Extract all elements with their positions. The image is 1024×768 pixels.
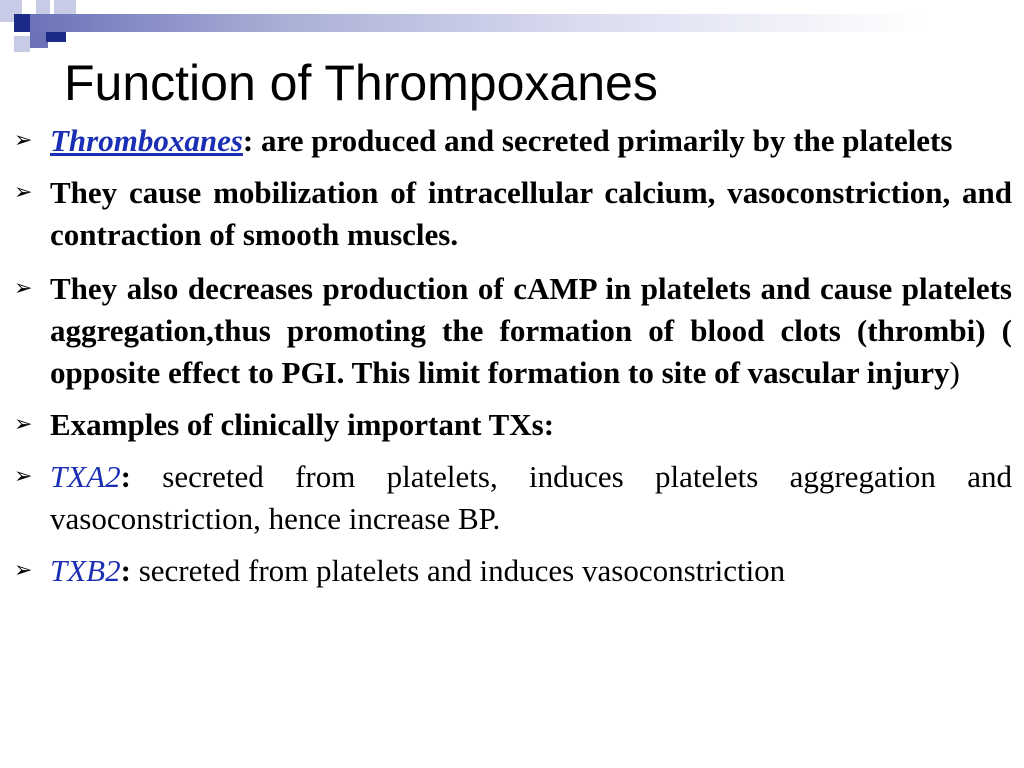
- deco-square-7: [14, 36, 30, 52]
- bullet-text: secreted from platelets, induces platelets aggregation and vasoconstriction, hence increase BP.: [50, 459, 1012, 536]
- arrow-bullet-icon: ➢: [14, 180, 33, 205]
- deco-square-3: [36, 0, 50, 14]
- arrow-bullet-icon: ➢: [14, 558, 33, 583]
- bullet-text: They cause mobilization of intracellular calcium, vasoconstriction, and contraction of smooth muscles.: [50, 175, 1012, 252]
- closing-paren: ): [949, 355, 960, 390]
- term-colon: :: [120, 459, 131, 494]
- slide-title: Function of Thrompoxanes: [64, 55, 658, 111]
- bullet-item-4: [14, 404, 1012, 446]
- thromboxanes-link[interactable]: Thromboxanes: [50, 123, 243, 158]
- bullet-list: [14, 120, 1012, 592]
- arrow-bullet-icon: ➢: [14, 412, 33, 437]
- bullet-item-3: [14, 268, 1012, 394]
- bullet-item-6: [14, 550, 1012, 592]
- bullet-text: secreted from platelets and induces vasoconstriction: [130, 553, 786, 588]
- txa2-term: TXA2: [50, 459, 121, 494]
- bullet-item-5: [14, 456, 1012, 540]
- arrow-bullet-icon: ➢: [14, 276, 33, 301]
- arrow-bullet-icon: ➢: [14, 464, 33, 489]
- arrow-bullet-icon: ➢: [14, 128, 33, 153]
- bullet-text: Examples of clinically important TXs:: [50, 407, 555, 442]
- bullet-text: are produced and secreted primarily by the platelets: [253, 123, 953, 158]
- term-colon: :: [242, 123, 254, 158]
- bullet-item-1: [14, 120, 1012, 162]
- bullet-item-2: [14, 172, 1012, 256]
- term-colon: :: [120, 553, 131, 588]
- header-gradient-bar: [30, 14, 1024, 32]
- txb2-term: TXB2: [50, 553, 121, 588]
- bullet-text: They also decreases production of cAMP in platelets and cause platelets aggregation,thus promoting the formation of blood clots (thrombi) ( opposite effect to PGI. This limit formation to site of vascular injury: [50, 271, 1012, 390]
